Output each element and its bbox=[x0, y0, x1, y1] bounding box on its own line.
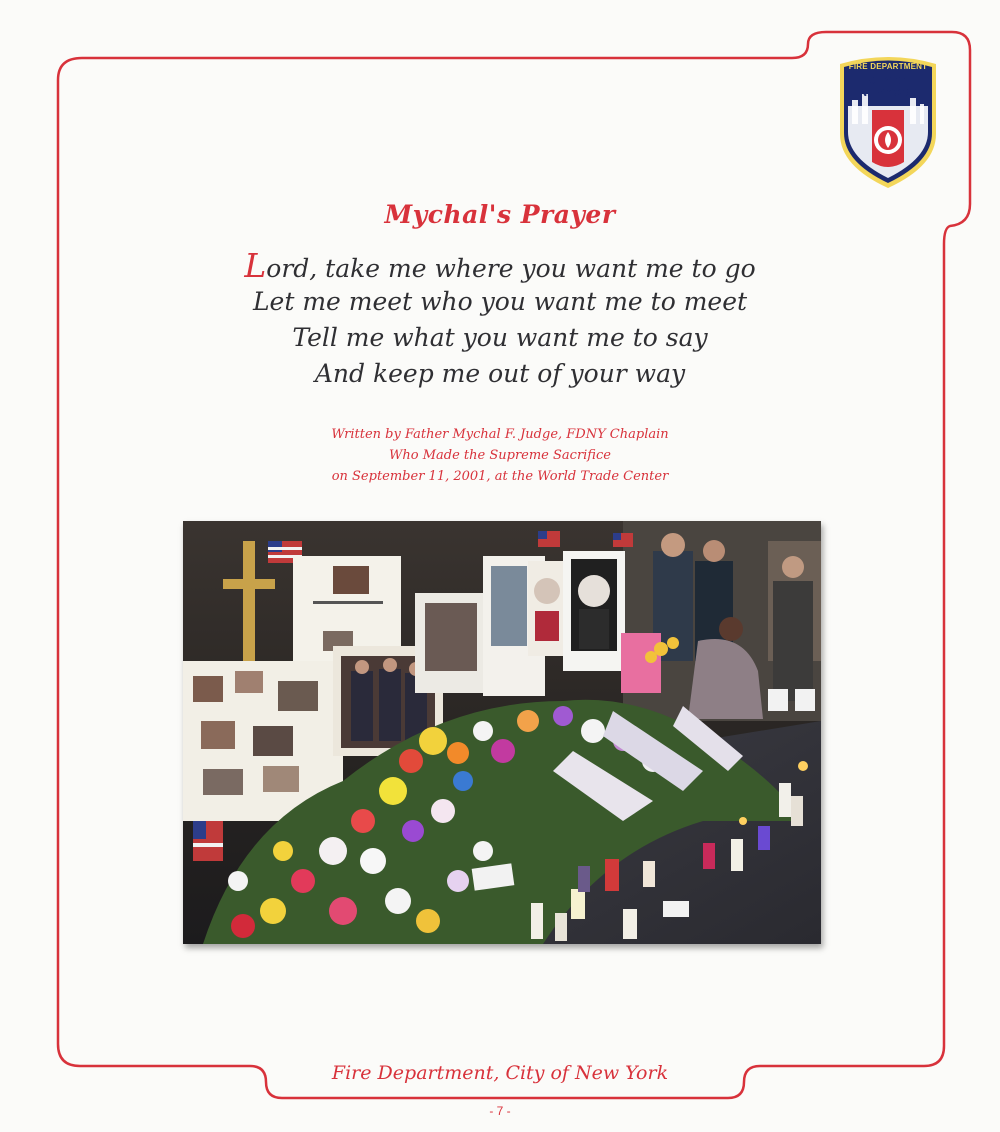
memorial-photo-image bbox=[183, 521, 821, 944]
badge-arc-text: FIRE DEPARTMENT bbox=[848, 62, 928, 71]
badge-shield-icon bbox=[832, 54, 944, 190]
prayer-line-2: Let me meet who you want me to meet bbox=[252, 287, 748, 316]
attribution-line-3: on September 11, 2001, at the World Trade Center bbox=[331, 469, 669, 484]
prayer-dropcap: L bbox=[244, 246, 267, 285]
prayer-line-1-text: ord, take me where you want me to go bbox=[266, 254, 756, 283]
prayer-line-4: And keep me out of your way bbox=[314, 359, 686, 388]
prayer-line-3: Tell me what you want me to say bbox=[292, 323, 708, 352]
prayer-line-1 bbox=[0, 248, 1000, 284]
badge-city-line1: CITY OF bbox=[867, 76, 909, 87]
attribution-line-2: Who Made the Supreme Sacrifice bbox=[389, 448, 611, 463]
footer-title: Fire Department, City of New York bbox=[331, 1062, 669, 1084]
badge-city-line2: NEW YORK bbox=[859, 88, 917, 99]
attribution-block bbox=[0, 424, 1000, 487]
attribution-line-1: Written by Father Mychal F. Judge, FDNY Chaplain bbox=[331, 427, 669, 442]
prayer-body bbox=[0, 248, 1000, 392]
page-number: - 7 - bbox=[489, 1104, 511, 1118]
prayer-title: Mychal's Prayer bbox=[384, 200, 616, 229]
memorial-photo bbox=[183, 521, 821, 944]
fdny-badge-logo bbox=[832, 54, 944, 190]
